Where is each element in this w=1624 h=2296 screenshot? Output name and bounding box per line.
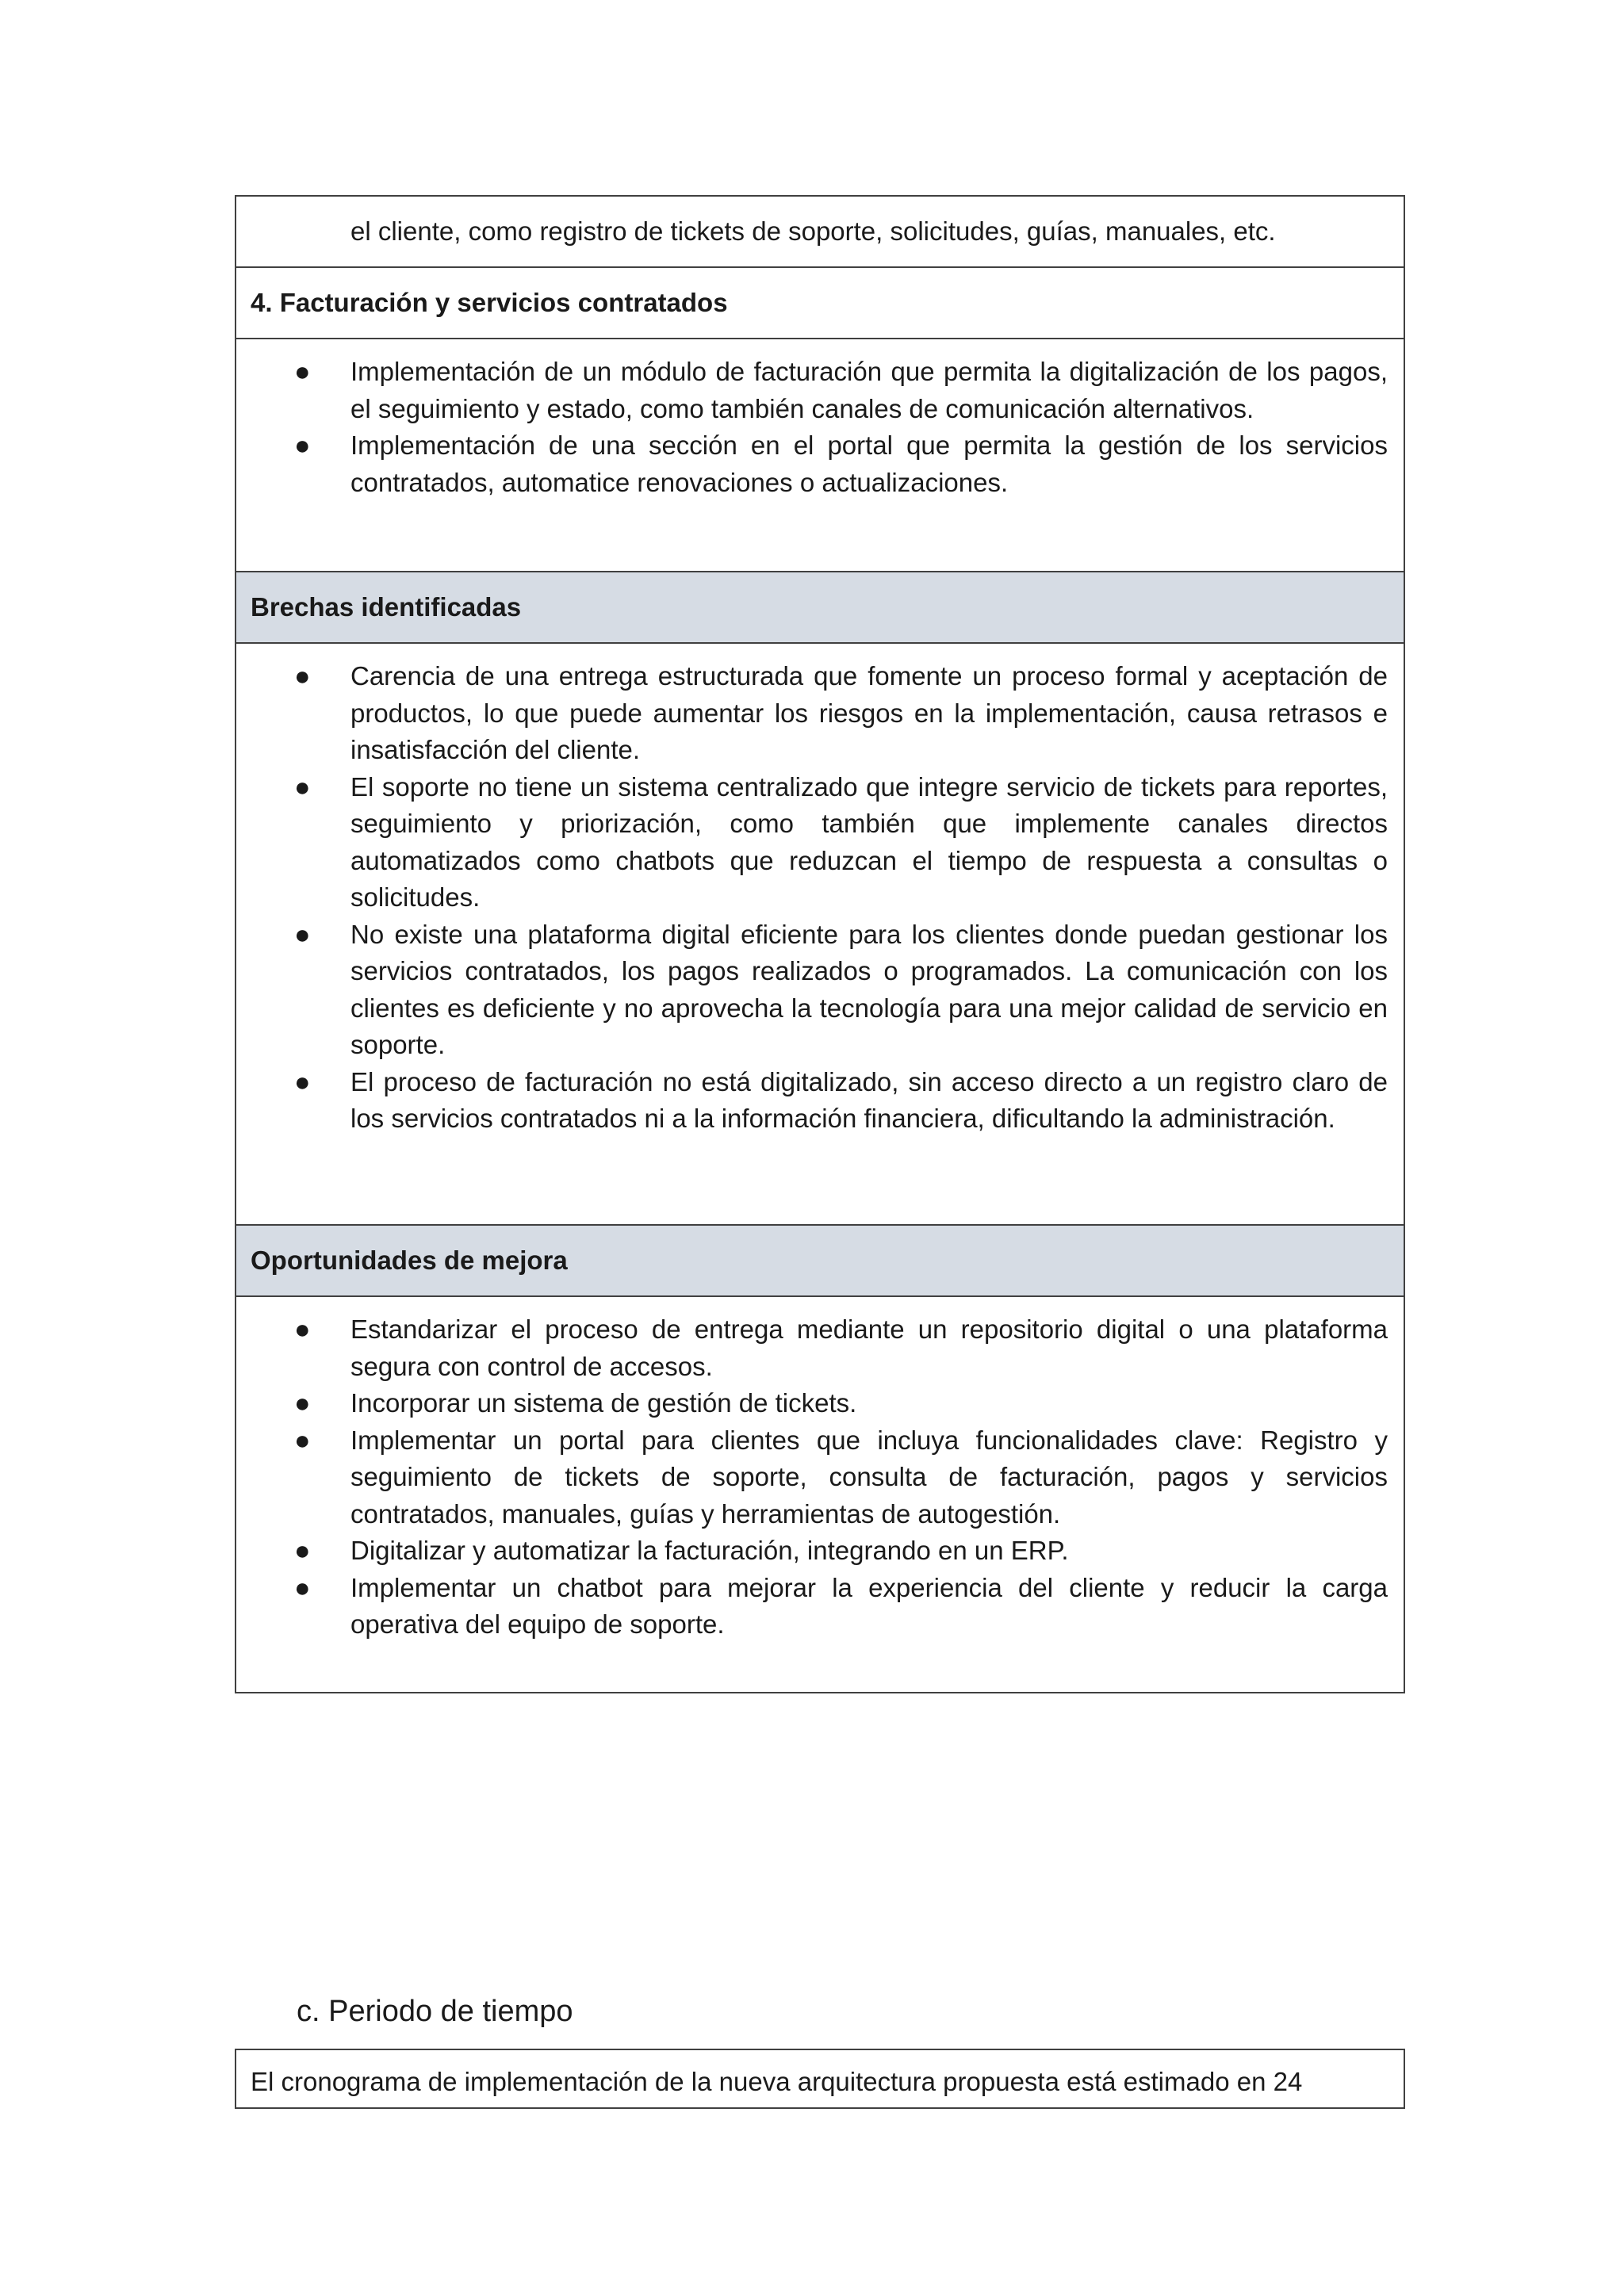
section-c-heading: c. Periodo de tiempo [297,1995,573,2028]
bullet-icon: ● [294,661,311,691]
gaps-title: Brechas identificadas [251,592,522,622]
section-4-list [236,354,1388,501]
opportunities-title: Oportunidades de mejora [251,1246,568,1275]
bullet-icon: ● [294,919,311,950]
list-item: ● Implementar un portal para clientes que incluya funcionalidades clave: Registro y seguimiento de tickets de soporte, consulta de facturación, pagos y servicios contratados, manuales, guías y herramientas de autogestión. [236,1422,1388,1533]
bullet-icon: ● [294,1536,311,1566]
timeline-paragraph: El cronograma de implementación de la nueva arquitectura propuesta está estimado en 24 [251,2067,1303,2096]
bullet-icon: ● [294,1572,311,1603]
bullet-icon: ● [294,771,311,802]
bullet-icon: ● [294,1314,311,1345]
list-item: ● El soporte no tiene un sistema centralizado que integre servicio de tickets para reportes, seguimiento y priorización, como también que implemente canales directos automatizados como chatbots que reduzcan el tiempo de respuesta a consultas o solicitudes. [236,769,1388,916]
gaps-list [236,658,1388,1138]
bullet-icon: ● [294,1066,311,1097]
section-4-title: 4. Facturación y servicios contratados [251,288,728,317]
bullet-icon: ● [294,1425,311,1456]
list-item: ● Implementación de un módulo de facturación que permita la digitalización de los pagos, el seguimiento y estado, como también canales de comunicación alternativos. [236,354,1388,427]
bullet-icon: ● [294,430,311,461]
continuation-text: el cliente, como registro de tickets de soporte, solicitudes, guías, manuales, etc. [350,216,1276,246]
list-item: ● Implementar un chatbot para mejorar la experiencia del cliente y reducir la carga operativa del equipo de soporte. [236,1570,1388,1644]
list-item: ● Digitalizar y automatizar la facturación, integrando en un ERP. [236,1533,1388,1570]
list-item: ● Carencia de una entrega estructurada que fomente un proceso formal y aceptación de productos, lo que puede aumentar los riesgos en la implementación, causa retrasos e insatisfacción del cliente. [236,658,1388,769]
bullet-icon: ● [294,357,311,387]
list-item: ● Estandarizar el proceso de entrega mediante un repositorio digital o una plataforma segura con control de accesos. [236,1311,1388,1385]
opportunities-list [236,1311,1388,1644]
list-item: ● Implementación de una sección en el portal que permita la gestión de los servicios contratados, automatice renovaciones o actualizaciones. [236,427,1388,501]
bullet-icon: ● [294,1388,311,1418]
analysis-table [235,195,1405,1693]
list-item: ● Incorporar un sistema de gestión de tickets. [236,1385,1388,1422]
timeline-table [235,2049,1405,2109]
list-item: ● El proceso de facturación no está digitalizado, sin acceso directo a un registro claro de los servicios contratados ni a la información financiera, dificultando la administración. [236,1064,1388,1138]
list-item: ● No existe una plataforma digital eficiente para los clientes donde puedan gestionar los servicios contratados, los pagos realizados o programados. La comunicación con los clientes es deficiente y no aprovecha la tecnología para una mejor calidad de servicio en soporte. [236,916,1388,1064]
